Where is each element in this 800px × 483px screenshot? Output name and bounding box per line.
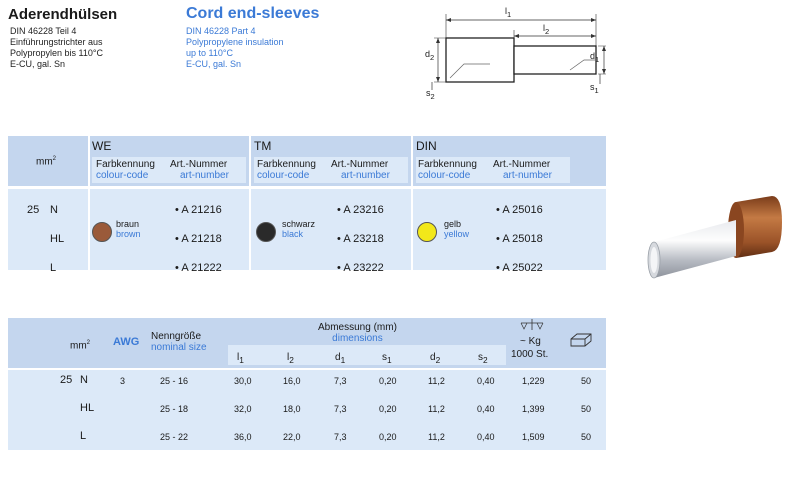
cell-s2: 0,40 — [477, 432, 495, 442]
group-name: DIN — [416, 139, 437, 153]
subtitle-en-line: E-CU, gal. Sn — [186, 59, 242, 69]
label-d1: $d_1$ — [590, 51, 600, 64]
cell-kg: 1,229 — [522, 376, 545, 386]
article-list — [337, 196, 384, 283]
cell-nominal: 25 - 16 — [160, 376, 189, 386]
weight-header: ~ Kg — [520, 336, 541, 347]
article-number: • A 21216 — [175, 204, 222, 216]
color-swatch-black — [256, 222, 276, 242]
cell-nominal: 25 - 18 — [160, 404, 189, 414]
cell-l2: 22,0 — [283, 432, 301, 442]
subtitle-en-line: up to 110°C — [186, 48, 233, 58]
cell-l1: 36,0 — [234, 432, 252, 442]
cell-s1: 0,20 — [379, 404, 397, 414]
cell-d1: 7,3 — [334, 376, 347, 386]
article-list — [496, 196, 543, 283]
article-list — [175, 196, 222, 283]
dim-col-header: $d_2$ — [430, 352, 441, 365]
article-number: • A 25022 — [496, 262, 543, 274]
article-number: • A 21218 — [175, 233, 222, 245]
cell-d1: 7,3 — [334, 404, 347, 414]
cell-d2: 11,2 — [428, 404, 445, 414]
article-number: • A 25016 — [496, 204, 543, 216]
art-number-header: Art.-Nummer art-number — [331, 159, 390, 181]
cell-d2: 11,2 — [428, 432, 445, 442]
article-number: • A 25018 — [496, 233, 543, 245]
product-image — [640, 188, 788, 296]
cell-type: N — [80, 374, 88, 386]
colour-name: braun brown — [116, 219, 141, 239]
subtitle-de-line: Polypropylen bis 110°C — [10, 48, 103, 58]
subtitle-de-line: Einführungstrichter aus — [10, 37, 103, 47]
row-size-column — [27, 196, 39, 225]
cell-d1: 7,3 — [334, 432, 347, 442]
color-swatch-brown — [92, 222, 112, 242]
colour-code-header: Farbkennung colour-code — [96, 159, 155, 181]
awg-header: AWG — [113, 336, 140, 348]
label-l1: $l_1$ — [505, 6, 512, 19]
scale-icon — [519, 318, 545, 332]
cell-s2: 0,40 — [477, 404, 495, 414]
table-row — [8, 428, 606, 454]
dim-col-header: $s_2$ — [478, 352, 488, 365]
article-number: • A 21222 — [175, 262, 222, 274]
dim-col-header: $l_2$ — [287, 352, 294, 365]
dim-col-header: $d_1$ — [335, 352, 346, 365]
subtitle-de-line: DIN 46228 Teil 4 — [10, 26, 77, 36]
dimensions-header: Abmessung (mm) dimensions — [318, 322, 397, 344]
table1-unit: $mm^2$ — [36, 156, 57, 168]
group-name: TM — [254, 139, 272, 153]
cell-nominal: 25 - 22 — [160, 432, 189, 442]
cell-l2: 18,0 — [283, 404, 301, 414]
cell-size: 25 — [60, 374, 73, 386]
table1-divider — [249, 136, 251, 270]
row-type-column — [50, 196, 64, 283]
cell-s1: 0,20 — [379, 432, 397, 442]
table2-unit: $mm^2$ — [70, 340, 91, 352]
cell-s1: 0,20 — [379, 376, 397, 386]
weight-unit-header: 1000 St. — [511, 349, 549, 360]
subtitle-en-line: Polypropylene insulation — [186, 37, 284, 47]
cell-l1: 32,0 — [234, 404, 252, 414]
article-number: • A 23216 — [337, 204, 384, 216]
cell-pack: 50 — [581, 432, 592, 442]
dimension-subheader — [228, 345, 506, 365]
dim-col-header: $l_1$ — [237, 352, 244, 365]
dimension-drawing — [420, 6, 610, 98]
group-name: WE — [92, 139, 112, 153]
article-number: • A 23218 — [337, 233, 384, 245]
cell-kg: 1,399 — [522, 404, 545, 414]
label-s1: $s_1$ — [590, 82, 599, 95]
label-l2: $l_2$ — [543, 23, 550, 36]
table1-divider — [88, 136, 90, 270]
package-icon — [568, 332, 594, 348]
cell-type: HL — [80, 402, 95, 414]
dim-col-header: $s_1$ — [382, 352, 392, 365]
title-en: Cord end-sleeves — [186, 5, 320, 22]
table-row — [8, 400, 606, 426]
cell-pack: 50 — [581, 404, 592, 414]
row-type: HL — [50, 233, 65, 245]
table-row — [8, 372, 606, 398]
colour-name: schwarz black — [282, 219, 316, 239]
subtitle-en-line: DIN 46228 Part 4 — [186, 26, 256, 36]
row-size: 25 — [27, 204, 40, 216]
cell-pack: 50 — [581, 376, 592, 386]
art-number-header: Art.-Nummer art-number — [170, 159, 229, 181]
row-type: N — [50, 204, 58, 216]
cell-l2: 16,0 — [283, 376, 301, 386]
colour-code-header: Farbkennung colour-code — [257, 159, 316, 181]
color-swatch-yellow — [417, 222, 437, 242]
cell-kg: 1,509 — [522, 432, 545, 442]
label-d2: $d_2$ — [425, 49, 435, 62]
row-type: L — [50, 262, 57, 274]
cell-awg: 3 — [120, 376, 126, 386]
title-de: Aderendhülsen — [8, 6, 118, 23]
nominal-size-header: Nenngröße nominal size — [151, 331, 207, 353]
cell-l1: 30,0 — [234, 376, 252, 386]
art-number-header: Art.-Nummer art-number — [493, 159, 552, 181]
article-number: • A 23222 — [337, 262, 384, 274]
cell-s2: 0,40 — [477, 376, 495, 386]
cell-d2: 11,2 — [428, 376, 445, 386]
subtitle-de — [10, 26, 103, 70]
label-s2: $s_2$ — [426, 88, 435, 101]
table1-divider — [411, 136, 413, 270]
subtitle-de-line: E-CU, gal. Sn — [10, 59, 66, 69]
subtitle-en — [186, 26, 284, 70]
colour-code-header: Farbkennung colour-code — [418, 159, 477, 181]
colour-name: gelb yellow — [444, 219, 470, 239]
cell-type: L — [80, 430, 87, 442]
